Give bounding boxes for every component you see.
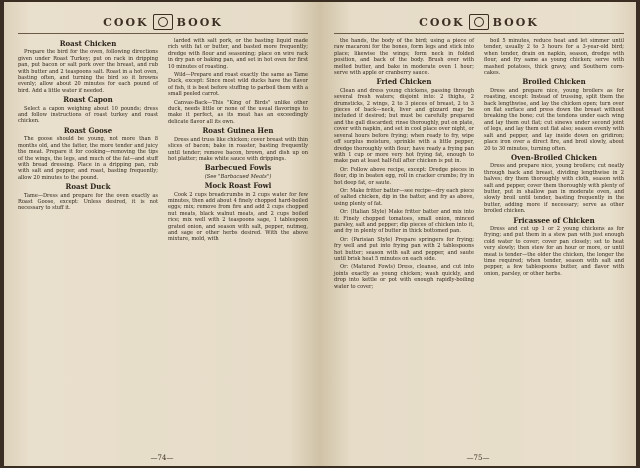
recipe-heading: Mock Roast Fowl [204, 181, 272, 191]
recipe-paragraph: Prepare the bird for the oven, following directions given under Roast Turkey; put on rack in dripping pan, put bacon or salt pork over the breast, and rub with butter and 2 teaspoons salt. Roast in a hot oven, basting often, and turning the bird so it browns evenly; allow about 20 minutes for each pound of bird. Add a little water if needed. [18, 49, 158, 94]
recipe-paragraph: Clean and dress young chickens, passing through several fresh waters; disjoint into: 2 thighs, 2 drumsticks, 2 wings, 2 to 3 pieces of breast, 2 to 3 pieces of back—neck, liver and gizzard may be included if desired; but must be carefully prepared and the gall discarded; rinse thoroughly, put on plate, cover with napkin, and set in cool place over night, or several hours before frying; when ready to fry, wipe off surplus moisture, sprinkle with a little pepper, dredge thoroughly with flour; have ready a frying pan with 1 cup or more very hot frying fat, enough to make pan at least half-full after chicken is put in. [334, 87, 474, 165]
recipe-paragraph: Dress and truss like chicken; cover breast with thin slices of bacon; bake in roaster, basting frequently until tender; remove bacon, brown, and dish up on hot platter; make white sauce with drippings. [168, 136, 308, 162]
right-page [320, 2, 636, 466]
recipe-heading: Fricassee of Chicken [513, 215, 595, 225]
recipe-heading: Roast Duck [65, 182, 111, 192]
recipe-paragraph: Or: (Italian Style) Make fritter batter and mix into it: Finely chopped tomatoes, small onion, minced parsley, salt and pepper; dip pieces of chicken into it, and fry in plenty of butter in thick bottomed pan. [334, 209, 474, 235]
recipe-paragraph: Canvas-Back—This "King of Birds" unlike other duck, needs little or none of the usual flavorings to make it perfect, as its meat has an exceedingly delicate flavor all its own. [168, 99, 308, 125]
recipe-paragraph: Dress and prepare nice, young broilers as for roasting, except: Instead of trussing, split them the back lengthwise, and lay the chicken open; turn over on flat surface and press down the breast without breaking the bone; cut the tendons under each wing and lay them out flat; cut sinews under second joint of legs, and lay them out flat also; season evenly with salt and pepper, and lay inside down on gridiron; place iron over a direct fire, and broil slowly, about 20 to 30 minutes, turning often. [484, 87, 624, 152]
page-header [334, 14, 624, 30]
text-columns [18, 38, 308, 448]
header-word-cook: COOK [419, 15, 465, 29]
header-rule [18, 33, 308, 34]
recipe-paragraph: boil 5 minutes, reduce heat and let simmer until tender, usually 2 to 3 hours for a 3-year-old bird; when tender, drain on napkin, season, dredge with flour, and fry same as young chicken; serve with mashed potatoes, thick gravy, and Southern corn-cakes. [484, 38, 624, 77]
page-number: —75— [466, 454, 490, 462]
recipe-subnote: (See "Barbacued Meats") [204, 173, 272, 180]
recipe-paragraph: Dress and cut up 1 or 2 young chickens as for frying; and put them in a stew pan with just enough cold water to cover; cover pan closely; set to heat very slowly; then stew for an hour or more, or until meat is tender—the older the chicken, the longer the time required; when tender, season with salt and pepper, a few tablespoons butter, and flavor with onion, parsley, or other herbs. [484, 225, 624, 277]
recipe-heading: Fried Chicken [376, 77, 432, 87]
recipe-paragraph: the hands, the body of the bird; using a piece of raw macaroni for the bones, form legs and stick into place; likewise the wings; form neck in folded position, and back of the body. Brush over with melted butter, and bake in moderate oven 1 hour; serve with apple or cranberry sauce. [334, 38, 474, 77]
recipe-paragraph: Tame—Dress and prepare for the oven exactly as Roast Goose, except: Unless desired, it is not necessary to stuff it. [18, 192, 158, 212]
recipe-heading: Barbecued Fowls [204, 163, 272, 173]
header-word-book: BOOK [176, 15, 223, 29]
recipe-paragraph: Or: (Matured Fowls) Dress, cleanse, and cut into joints exactly as young chicken; wash quickly, and drop into kettle or pot with enough rapidly-boiling water to cover; [334, 264, 474, 290]
recipe-heading: Oven-Broiled Chicken [511, 152, 597, 162]
column-1 [334, 38, 474, 448]
recipe-heading: Roast Guinea Hen [202, 126, 274, 136]
text-columns [334, 38, 624, 448]
recipe-paragraph: Select a capon weighing about 10 pounds; dress and follow instructions of roast turkey and roast chicken. [18, 105, 158, 125]
recipe-paragraph: Or: (Parisian Style) Prepare springers for frying; fry well and put into frying pan with 2 tablespoons hot butter; season with salt and pepper, and saute until brisk heat 5 minutes on each side. [334, 236, 474, 262]
recipe-heading: Broiled Chicken [522, 77, 586, 87]
recipe-paragraph: Or: Make fritter batter—see recipe—dry each piece of salted chicken, dip in the batter, and fry as above, using plenty of fat. [334, 187, 474, 207]
cookbook-emblem-icon [469, 14, 489, 30]
column-1 [18, 38, 158, 448]
page-number: —74— [150, 454, 174, 462]
recipe-paragraph: larded with salt pork, or the basting liquid made rich with fat or butter, and basted more frequently; dredge with flour and seasoning; place on wire rack in dry pan or baking pan, and set in hot oven for first 10 minutes of roasting. [168, 38, 308, 70]
recipe-heading: Roast Capon [63, 95, 113, 105]
recipe-paragraph: Wild—Prepare and roast exactly the same as Tame Duck, except: Since most wild ducks have the flavor of fish, it is best before stuffing to parboil them with a small peeled carrot. [168, 72, 308, 98]
recipe-paragraph: Dress and prepare nice, young broilers; cut neatly through back and breast, dividing lengthwise in 2 halves; dry them thoroughly with cloth, season with salt and pepper, cover them thoroughly with plenty of butter, put in shallow pan in moderate oven, and slowly broil until tender, basting frequently in the butter, adding more if necessary; serve as other broiled chicken. [484, 163, 624, 215]
recipe-paragraph: The goose should be young, not more than 8 months old, and the fatter, the more tender and juicy the meat. Prepare it for cooking—removing the tips of the wings, the legs, and much of the fat—and stuff with bread dressing. Place in a dripping pan, rub with salt and pepper, and roast, basting frequently; allow 20 minutes to the pound. [18, 136, 158, 181]
page-header [18, 14, 308, 30]
recipe-heading: Roast Chicken [59, 39, 117, 48]
column-2 [168, 38, 308, 448]
recipe-paragraph: Cook 2 cups breadcrumbs in 2 cups water for few minutes, then add about 4 finely chopped hard-boiled eggs; mix; remove from fire and add 2 cups chopped nut meats, black walnut meats, and 2 cups boiled rice; mix well with 2 teaspoons sage, 1 tablespoon grated onion, and season with salt, pepper, nutmeg, and sage or other herbs desired. With the above mixture, mold, with [168, 191, 308, 243]
header-rule [334, 33, 624, 34]
column-2 [484, 38, 624, 448]
book-spread [4, 2, 636, 466]
recipe-heading: Roast Goose [63, 125, 113, 135]
cookbook-emblem-icon [153, 14, 173, 30]
recipe-paragraph: Or: Follow above recipe, except: Dredge pieces in flour, dip in beaten egg, roll in cracker crumbs; fry in hot deep fat, or saute. [334, 166, 474, 186]
header-word-book: BOOK [492, 15, 539, 29]
left-page [4, 2, 320, 466]
header-word-cook: COOK [103, 15, 149, 29]
